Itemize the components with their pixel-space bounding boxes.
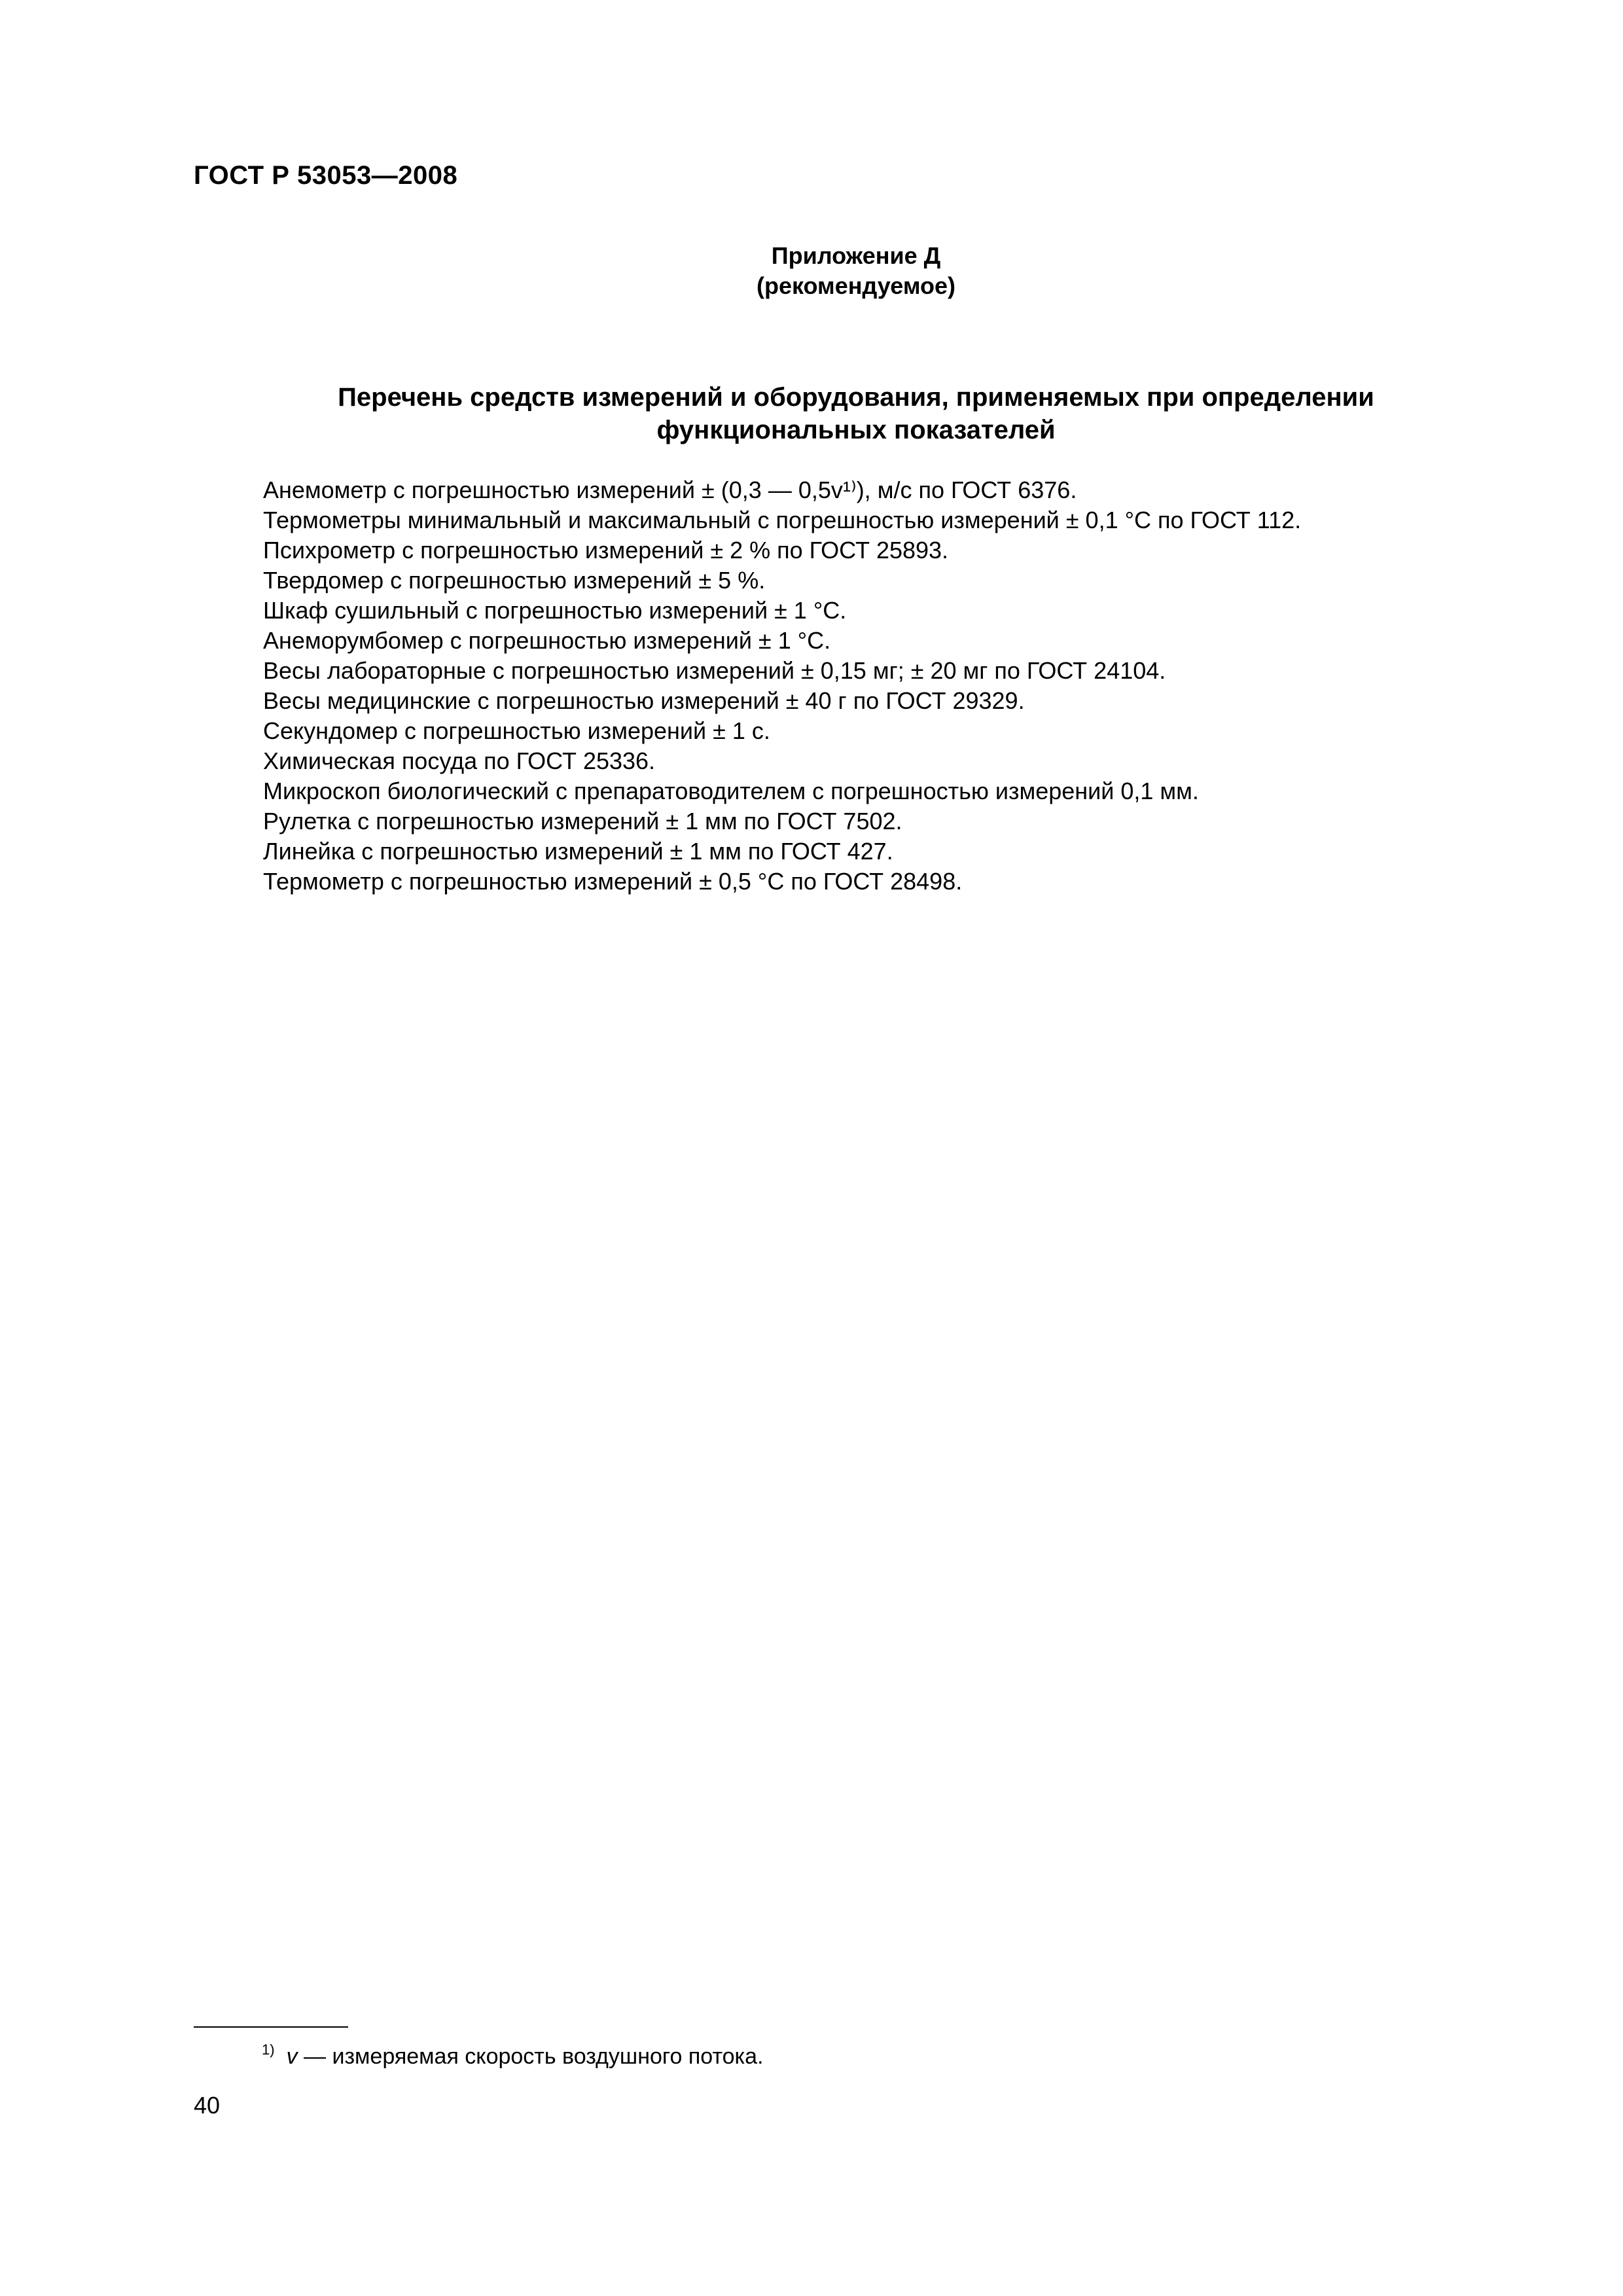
section-title [0, 381, 1623, 446]
list-item: Шкаф сушильный с погрешностью измерений ± 1 °С. [263, 597, 847, 624]
list-item: Весы лабораторные с погрешностью измерений ± 0,15 мг; ± 20 мг по ГОСТ 24104. [263, 657, 1166, 684]
equipment-list [263, 475, 1301, 897]
footnote-variable: v [286, 2044, 298, 2069]
list-item: Термометр с погрешностью измерений ± 0,5 °С по ГОСТ 28498. [263, 868, 963, 895]
document-code: ГОСТ Р 53053—2008 [194, 161, 458, 190]
list-item: Рулетка с погрешностью измерений ± 1 мм по ГОСТ 7502. [263, 808, 902, 834]
appendix-status: (рекомендуемое) [757, 272, 955, 299]
footnote-marker: 1) [262, 2041, 275, 2058]
list-item: Анеморумбомер с погрешностью измерений ± 1 °С. [263, 627, 831, 654]
list-item: Секундомер с погрешностью измерений ± 1 с. [263, 717, 770, 744]
footnote [262, 2036, 764, 2071]
footnote-divider [194, 2026, 348, 2028]
list-item: Химическая посуда по ГОСТ 25336. [263, 747, 656, 774]
list-item: Термометры минимальный и максимальный с погрешностью измерений ± 0,1 °С по ГОСТ 112. [263, 507, 1302, 533]
list-item: Микроскоп биологический с препаратоводителем с погрешностью измерений 0,1 мм. [263, 778, 1199, 804]
section-title-line-2: функциональных показателей [656, 416, 1056, 444]
footnote-text: — измеряемая скорость воздушного потока. [297, 2044, 764, 2069]
section-title-line-1: Перечень средств измерений и оборудования, применяемых при определении [338, 383, 1374, 412]
list-item: Твердомер с погрешностью измерений ± 5 %. [263, 567, 766, 594]
appendix-heading [0, 241, 1623, 301]
list-item: Весы медицинские с погрешностью измерений ± 40 г по ГОСТ 29329. [263, 687, 1025, 714]
page-number: 40 [194, 2092, 221, 2119]
list-item: Анемометр с погрешностью измерений ± (0,3 — 0,5v¹⁾), м/с по ГОСТ 6376. [263, 476, 1077, 503]
appendix-label: Приложение Д [771, 242, 941, 269]
list-item: Психрометр с погрешностью измерений ± 2 % по ГОСТ 25893. [263, 537, 949, 564]
list-item: Линейка с погрешностью измерений ± 1 мм по ГОСТ 427. [263, 838, 893, 865]
